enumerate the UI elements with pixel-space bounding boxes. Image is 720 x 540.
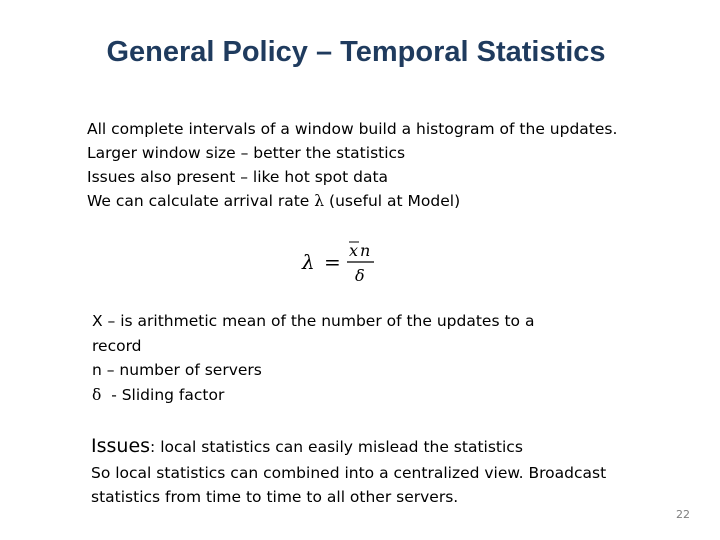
intro-line: All complete intervals of a window build a histogram of the updates.: [87, 120, 618, 138]
delta-definition: [92, 383, 534, 408]
delta-symbol: δ: [92, 385, 102, 404]
definition-line: n – number of servers: [92, 361, 262, 379]
issues-label: Issues: [91, 435, 151, 457]
issues-text: : local statistics can easily mislead the statistics: [150, 438, 523, 456]
intro-text: [87, 117, 617, 213]
formula-equals: =: [324, 250, 341, 274]
closing-line: statistics from time to time to all other servers.: [91, 488, 459, 506]
definitions: [92, 309, 534, 407]
lambda-symbol: λ: [314, 192, 325, 210]
arrival-rate-formula: [298, 236, 388, 288]
formula-numerator-x: x: [349, 241, 359, 260]
definition-line: X – is arithmetic mean of the number of the updates to a: [92, 312, 535, 330]
page-number: 22: [676, 508, 690, 521]
arrival-rate-suffix: (useful at Model): [329, 192, 461, 210]
closing-text: [91, 461, 606, 509]
formula-lambda: λ: [302, 250, 315, 274]
formula-denominator: δ: [355, 266, 365, 285]
arrival-rate-line: [87, 189, 617, 213]
arrival-rate-text: We can calculate arrival rate: [87, 192, 310, 210]
definition-line: record: [92, 336, 142, 355]
intro-line: Larger window size – better the statistics: [87, 144, 406, 162]
slide-title: General Policy – Temporal Statistics: [106, 36, 606, 68]
formula-numerator-n: n: [360, 241, 371, 260]
issues-line: [91, 434, 523, 459]
closing-line: So local statistics can combined into a centralized view. Broadcast: [91, 464, 607, 482]
delta-text: - Sliding factor: [111, 385, 225, 404]
intro-line: Issues also present – like hot spot data: [87, 168, 389, 186]
